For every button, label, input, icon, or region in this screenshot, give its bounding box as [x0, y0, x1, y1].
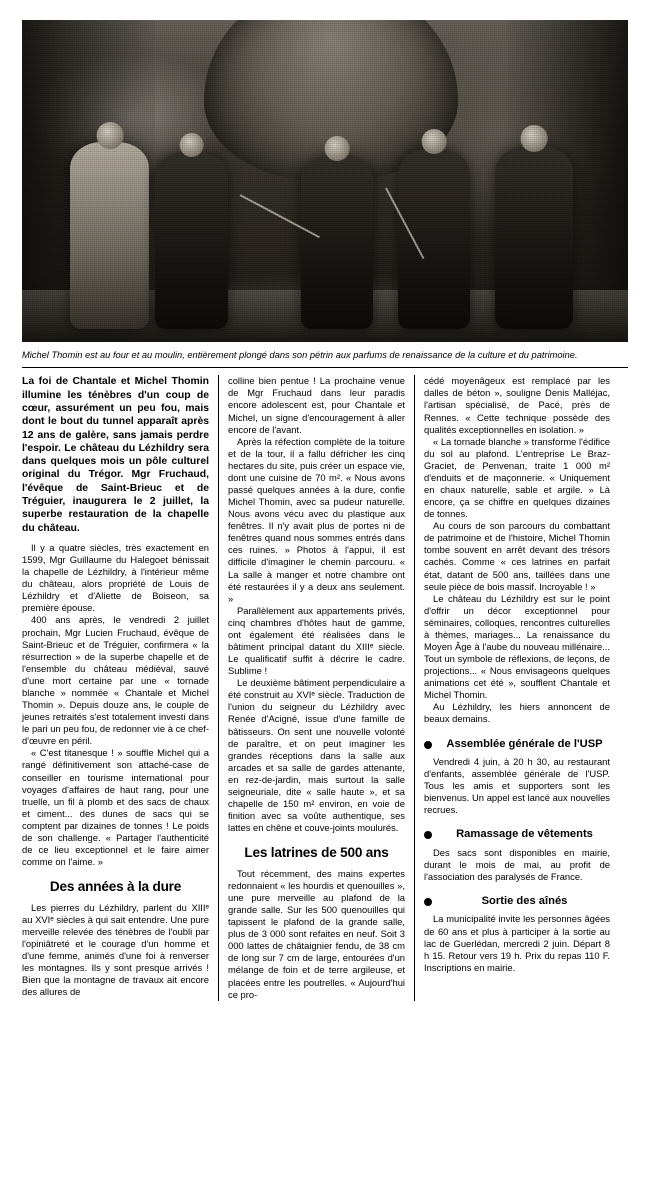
photo-person-head [521, 125, 548, 152]
article-columns [22, 375, 628, 1000]
article-paragraph: Le deuxième bâtiment perpendiculaire a été construit au XVIᵉ siècle. Traduction de l'union du seigneur du Lézhildry avec Renée d'Acigné, issue d'une famille de bâtisseurs. On sent une nouvelle volonté de paraître, et on peut imaginer les grandes réceptions dans la salle aux arcades et sa salle de gardes attenante, en rez-de-jardin, mais surtout la salle seigneuriale, dite « salle haute », et sa chapelle de 150 m² environ, en voie de finition avec sa voûte authentique, ses lattes en chêne et couve-joints moulurés. [228, 677, 405, 834]
article-paragraph: Au Lézhildry, les hiers annoncent de beaux demains. [424, 701, 610, 725]
article-paragraph: Il y a quatre siècles, très exactement en 1599, Mgr Guillaume du Halegoet bénissait la chapelle de Lézhildry, à l'intérieur même du château, alors propriété de Louis de Lézhildry et d'Aliette de Boiseon, sa première épouse. [22, 542, 209, 614]
bullet-icon [424, 898, 432, 906]
article-column-1 [22, 375, 218, 1000]
article-paragraph: colline bien pentue ! La prochaine venue de Mgr Fruchaud dans leur paradis encore adolescent est, pour Chantale et Michel, un signe d'encouragement à aller encore de l'avant. [228, 375, 405, 435]
photo-person-3 [301, 155, 374, 329]
article-paragraph: Le château du Lézhildry est sur le point d'offrir un décor exceptionnel pour séminaires, colloques, rencontres culturelles à thèmes, mariages... La renaissance du Moyen Âge à l'aube du nouveau millénaire... Tout un symbole de réflexions, de leçons, de projections... « Nous envisageons quelques animations cet été », soufflent Chantale et Michel Thomin. [424, 592, 610, 701]
article-paragraph: Des sacs sont disponibles en mairie, durant le mois de mai, au profit de l'association des paralysés de France. [424, 846, 610, 882]
article-lead: La foi de Chantale et Michel Thomin illumine les ténèbres d'un coup de cœur, assurément un peu fou, mais dont le bout du tunnel apparaît après 12 ans de galère, sans jamais perdre l'espoir. Le château du Lézhildry sera dans quelques mois un pôle culturel original du Trégor. Mgr Fruchaud, l'évêque de Saint-Brieuc et de Tréguier, inaugurera le 2 juillet, la superbe restauration de la chapelle du château. [22, 376, 209, 534]
brief-heading: Sortie des aînés [424, 895, 610, 908]
photo-image [22, 20, 628, 342]
bullet-icon [424, 741, 432, 749]
brief-heading: Ramassage de vêtements [424, 828, 610, 841]
photo-person-head [96, 122, 123, 149]
photo-person-4 [398, 149, 471, 329]
photo-floor [22, 290, 628, 342]
photo-tool-1 [240, 194, 320, 238]
section-heading: Des années à la dure [49, 879, 182, 895]
section-heading: Les latrines de 500 ans [244, 845, 389, 861]
article-paragraph: Au cours de son parcours du combattant de patrimoine et de l'histoire, Michel Thomin tombe souvent en arrêt devant des trésors cachés. Comme « ces latrines en parfait état, datant de 500 ans, taillées dans une seule pièce de bois massif. Incroyable ! » [424, 520, 610, 592]
photo-person-head [422, 129, 447, 154]
photo-person-1 [70, 142, 149, 329]
bullet-icon [424, 831, 432, 839]
photo-person-head [325, 136, 350, 161]
article-column-3 [414, 375, 610, 1000]
photo-person-head [179, 133, 204, 158]
photo-wall-left [22, 20, 155, 342]
photo-vault-arch [204, 20, 459, 181]
photo-tool-2 [385, 188, 424, 260]
photo-person-2 [155, 152, 228, 329]
article-column-2 [218, 375, 414, 1000]
article-photo [22, 20, 628, 342]
photo-wall-right [507, 20, 628, 342]
article-paragraph: Après la réfection complète de la toiture et de la tour, il a fallu défricher les cinq hectares du site, puis créer un espace vie, dont une cuisine de 70 m². « Nous avons passé quelques années à la dure, confie Michel Thomin, avec sa pudeur naturelle. Nous avons vécu avec du plastique aux fenêtres. Il n'y avait plus de portes ni de fenêtres quand nous sommes entrés dans ces ruines. » Photos à l'appui, il est difficile d'imaginer le chemin parcouru. « La salle à manger et notre chambre ont été restaurées il y a deux ans seulement. » [228, 435, 405, 604]
article-paragraph: Tout récemment, des mains expertes redonnaient « les hourdis et quenouilles », une pure merveille au plafond de la grande salle. Sur les 500 quenouilles qui tapissent le plafond de la grande salle, plus de 3 000 sont refaites en neuf. Soit 3 000 lattes de châtaignier fendu, de 38 cm de long sur 7 cm de large, entourées d'un mélange de foin et de terre argileuse, et placées entre les poutrelles. « Aujourd'hui ce pro- [228, 867, 405, 1000]
article-paragraph: « La tornade blanche » transforme l'édifice du sol au plafond. L'entreprise Le Braz-Graciet, de Penvenan, traite 1 000 m² d'enduits et de maçonnerie. « Uniquement en chaux naturelle, sable et argile. » Là encore, ça se chiffre en quelques dizaines de tonnes. [424, 435, 610, 520]
photo-person-5 [495, 146, 574, 330]
brief-heading: Assemblée générale de l'USP [424, 738, 610, 751]
article-paragraph: 400 ans après, le vendredi 2 juillet prochain, Mgr Lucien Fruchaud, évêque de Saint-Brieuc et de Tréguier, confirmera « la résurrection » de la superbe chapelle et de l'ensemble du château médiéval, sauvé d'une mort certaine par une « tornade blanche » nommée « Chantale et Michel Thomin ». Depuis douze ans, le couple de jeunes retraités s'est totalement investi dans le pari un peu fou, de redonner vie à ce chef-d'œuvre en péril. [22, 614, 209, 747]
article-paragraph: Vendredi 4 juin, à 20 h 30, au restaurant d'enfants, assemblée générale de l'USP. Tous les amis et supporters sont les bienvenus. Un appel est lancé aux nouvelles recrues. [424, 755, 610, 816]
article-paragraph: « C'est titanesque ! » souffle Michel qui a rangé définitivement son attaché-case de conseiller en tourisme international pour voyages d'affaires de haut rang, pour une truelle, un fil à plomb et des sacs de chaux et ciment... des dunes de sacs qui se comptent par dizaines de tonnes ! Le poids de son challenge. « Partager l'authenticité de ce lieu exceptionnel et le faire aimer comme on l'aime. » [22, 747, 209, 868]
article-paragraph: La municipalité invite les personnes âgées de 60 ans et plus à participer à la sortie au lac de Guerlédan, mercredi 2 juin. Départ 8 h 15. Retour vers 19 h. Prix du repas 110 F. Inscriptions en mairie. [424, 913, 610, 973]
article-paragraph: Les pierres du Lézhildry, parlent du XIIIᵉ au XVIᵉ siècles à qui sait entendre. Une pure merveille relevée des ténèbres de l'oubli par l'opiniâtreté et le courage d'un homme et d'une femme, animés d'une foi à renverser les montagnes. Ils y sont presque arrivés ! Bien que la montagne de travaux ait encore des allures de [22, 901, 209, 998]
article-paragraph: cédé moyenâgeux est remplacé par les dalles de béton », souligne Denis Malléjac, l'artisan spécialisé, de Pacé, près de Rennes. « Cette technique possède des qualités exceptionnelles en isolation. » [424, 375, 610, 435]
article-paragraph: Parallèlement aux appartements privés, cinq chambres d'hôtes haut de gamme, ont également été réalisées dans le bâtiment principal datant du XIIIᵉ siècle. Le qualificatif suffit à décrire le cadre. Sublime ! [228, 604, 405, 677]
photo-caption: Michel Thomin est au four et au moulin, entièrement plongé dans son pétrin aux parfums de renaissance de la culture et du patrimoine. [22, 349, 628, 368]
